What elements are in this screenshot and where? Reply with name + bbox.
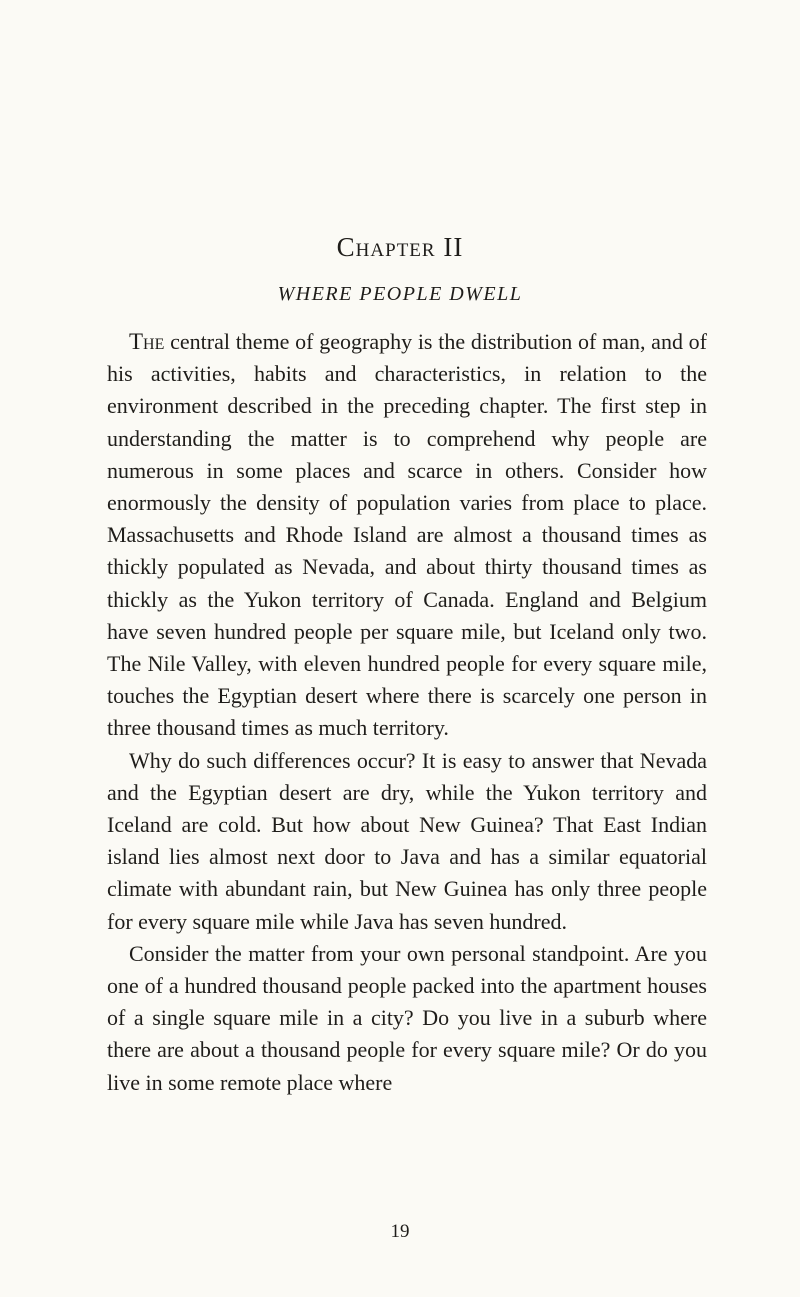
page-number: 19 — [390, 1221, 410, 1242]
paragraph-1 — [107, 326, 707, 745]
paragraph-1-text: central theme of geography is the distribution of man, and of his activities, habits and characteristics, in relation to the environment described in the preceding chapter. The first step in understanding the matter is to comprehend why people are numerous in some places and scarce in others. Consider how enormously the density of population varies from place to place. Massachusetts and Rhode Island are almost a thousand times as thickly populated as Nevada, and about thirty thousand times as thickly as the Yukon territory of Canada. England and Belgium have seven hundred people per square mile, but Iceland only two. The Nile Valley, with eleven hundred people for every square mile, touches the Egyptian desert where there is scarcely one person in three thousand times as much territory. — [107, 329, 707, 741]
chapter-subtitle: WHERE PEOPLE DWELL — [277, 283, 523, 305]
body-text — [107, 326, 707, 1099]
paragraph-2: Why do such differences occur? It is easy to answer that Nevada and the Egyptian desert are dry, while the Yukon territory and Iceland are cold. But how about New Guinea? That East Indian island lies almost next door to Java and has a similar equatorial climate with abundant rain, but New Guinea has only three people for every square mile while Java has seven hundred. — [107, 747, 707, 934]
chapter-heading: Chapter II — [336, 232, 464, 262]
paragraph-lead-word: The — [129, 329, 165, 354]
paragraph-3: Consider the matter from your own personal standpoint. Are you one of a hundred thousand people packed into the apartment houses of a single square mile in a city? Do you live in a suburb where there are about a thousand people for every square mile? Or do you live in some remote place where — [107, 940, 707, 1095]
